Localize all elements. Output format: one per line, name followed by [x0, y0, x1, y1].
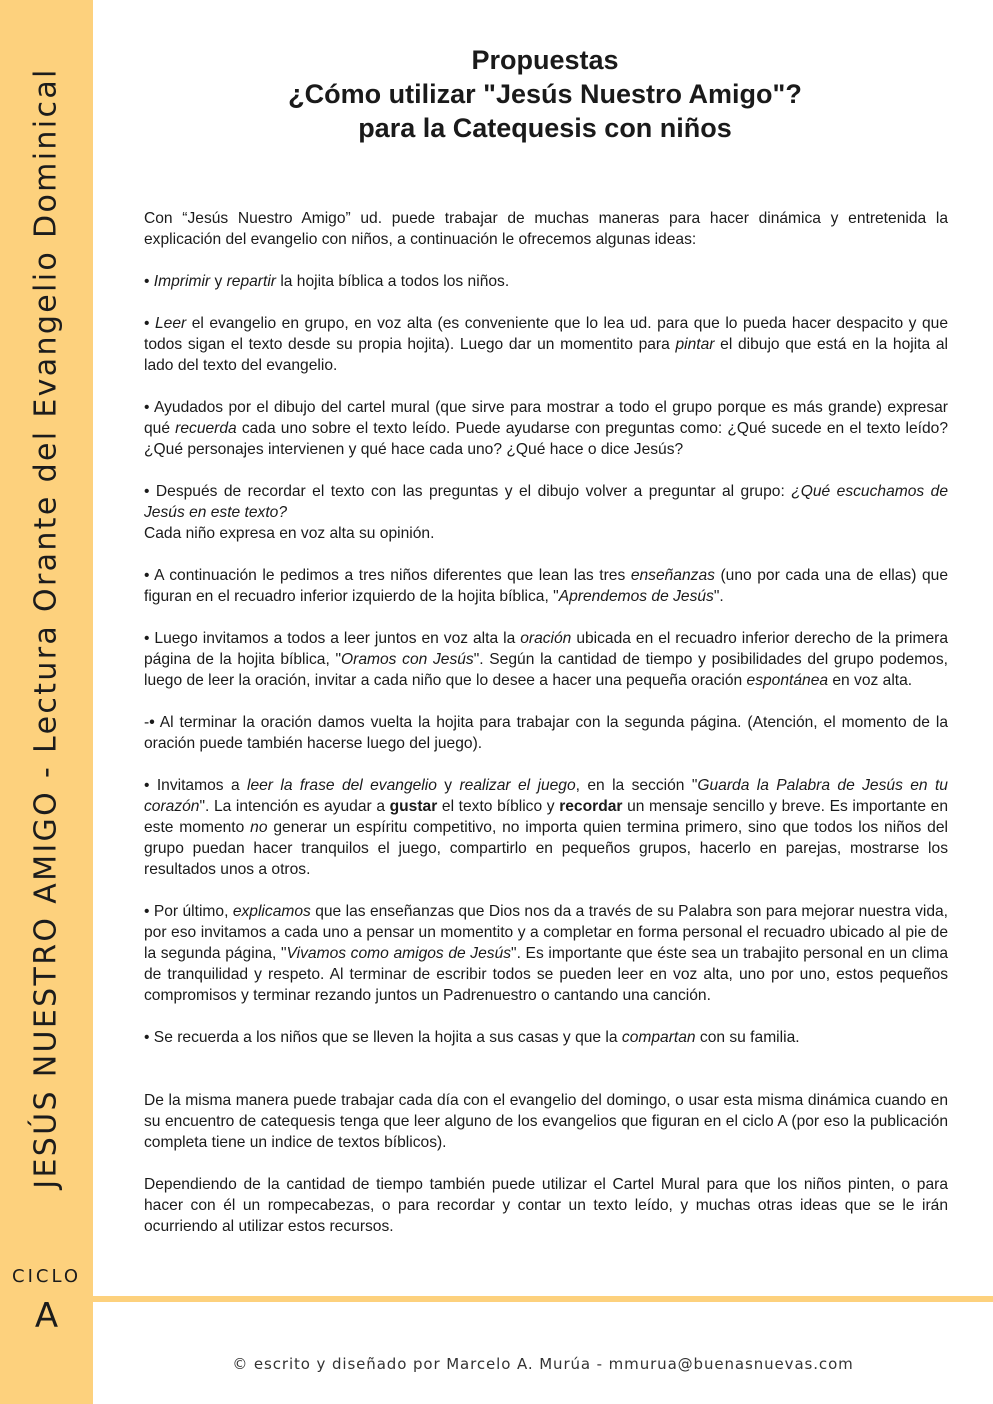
- list-item: [144, 565, 948, 607]
- text-run: •: [144, 273, 154, 290]
- italic-run: Vivamos como amigos de Jesús: [286, 945, 512, 962]
- text-run: ". Según la cantidad de tiempo y posibilidades del grupo podemos, luego de leer la oración, invitar a cada niño que lo desee a hacer una pequeña oración: [144, 651, 948, 689]
- intro-paragraph: Con “Jesús Nuestro Amigo” ud. puede trabajar de muchas maneras para hacer dinámica y entretenida la explicación del evangelio con niños, a continuación le ofrecemos algunas ideas:: [144, 210, 948, 248]
- italic-run: Guarda la Palabra de Jesús en tu corazón: [144, 777, 948, 815]
- text-run: • Después de recordar el texto con las preguntas y el dibujo volver a preguntar al grupo:: [144, 483, 792, 500]
- text-run: el dibujo que está en la hojita al lado del texto del evangelio.: [144, 336, 948, 374]
- list-item: [144, 397, 948, 460]
- text-run: generar un espíritu competitivo, no importa quien termina primero, sino que todos los niños del grupo puedan hacer tranquilos el juego, compartirlo en pequeños grupos, hacerlo en parejas, mostrarse los resultados unos a otros.: [144, 819, 948, 878]
- text-run: Al terminar la oración damos vuelta la hojita para trabajar con la segunda página. (Atención, el momento de la oración puede también hacerse luego del juego).: [144, 714, 948, 752]
- title-line-3: para la Catequesis con niños: [358, 113, 732, 143]
- bold-run: •: [149, 714, 155, 731]
- list-item: [144, 628, 948, 691]
- list-item: [144, 481, 948, 544]
- cycle-letter: A: [34, 1296, 59, 1336]
- text-run: -: [144, 714, 150, 731]
- italic-run: oración: [520, 630, 572, 647]
- italic-run: realizar el juego: [459, 777, 576, 794]
- text-run: ubicada en el recuadro inferior derecho de la primera página de la hojita bíblica, ": [144, 630, 949, 668]
- text-run: cada uno sobre el texto leído. Puede ayudarse con preguntas como: ¿Qué sucede en el texto leído? ¿Qué personajes intervienen y qué hace cada uno? ¿Qué hace o dice Jesús?: [144, 420, 949, 458]
- list-item: [144, 313, 948, 376]
- italic-run: no: [250, 819, 268, 836]
- italic-run: Leer: [154, 315, 187, 332]
- italic-run: enseñanzas: [630, 567, 715, 584]
- italic-run: repartir: [226, 273, 276, 290]
- text-run: con su familia.: [695, 1029, 800, 1046]
- bold-run: gustar: [389, 798, 438, 815]
- footer-divider: [93, 1296, 993, 1302]
- text-run: • Invitamos a: [144, 777, 247, 794]
- text-run: Cada niño expresa en voz alta su opinión.: [144, 525, 435, 542]
- text-run: y: [436, 777, 460, 794]
- italic-run: leer la frase del evangelio: [247, 777, 437, 794]
- text-run: • Luego invitamos a todos a leer juntos en voz alta la: [144, 630, 521, 647]
- text-run: y: [210, 273, 227, 290]
- title-line-1: Propuestas: [471, 45, 619, 75]
- text-run: • Se recuerda a los niños que se lleven la hojita a sus casas y que la: [144, 1029, 622, 1046]
- list-item: [144, 775, 948, 880]
- text-run: que las enseñanzas que Dios nos da a través de su Palabra son para mejorar nuestra vida, por eso invitamos a cada uno a pensar un momentito y a completar en forma personal el recuadro ubicado al pie de la segunda página, ": [144, 903, 949, 962]
- closing-paragraph: Dependiendo de la cantidad de tiempo también puede utilizar el Cartel Mural para que los niños pinten, o para hacer con él un rompecabezas, o para recordar y contar un texto leído, y muchas otras ideas que se le irán ocurriendo al utilizar estos recursos.: [144, 1176, 948, 1235]
- text-run: •: [144, 315, 155, 332]
- body-text: [144, 208, 948, 1258]
- text-run: (uno por cada una de ellas) que figuran en el recuadro inferior izquierdo de la hojita bíblica, ": [144, 567, 948, 605]
- italic-run: Oramos con Jesús: [341, 651, 474, 668]
- italic-run: ¿Qué escuchamos de Jesús en este texto?: [144, 483, 948, 521]
- cycle-label: CICLO: [12, 1266, 81, 1287]
- text-run: ". Es importante que éste sea un trabajito personal en un clima de tranquilidad y respeto. Al terminar de escribir todos se pueden leer en voz alta, uno por uno, estos pequeños compromisos y terminar rezando juntos un Padrenuestro o cantando una canción.: [144, 945, 949, 1004]
- page-title: [100, 43, 990, 145]
- italic-run: recuerda: [175, 420, 237, 437]
- text-run: la hojita bíblica a todos los niños.: [275, 273, 510, 290]
- italic-run: Imprimir: [153, 273, 211, 290]
- text-run: • Por último,: [144, 903, 233, 920]
- sidebar-band: [0, 0, 93, 1404]
- list-item: [144, 271, 948, 292]
- list-item: [144, 1027, 948, 1048]
- list-item: [144, 901, 948, 1006]
- italic-run: espontánea: [746, 672, 829, 689]
- text-run: , en la sección ": [575, 777, 698, 794]
- text-run: • Ayudados por el dibujo del cartel mural (que sirve para mostrar a todo el grupo porque es más grande) expresar qué: [144, 399, 948, 437]
- footer-credit: © escrito y diseñado por Marcelo A. Murúa - mmurua@buenasnuevas.com: [232, 1355, 854, 1373]
- text-run: ". La intención es ayudar a: [199, 798, 390, 815]
- closing-paragraph: De la misma manera puede trabajar cada día con el evangelio del domingo, o usar esta misma dinámica cuando en su encuentro de catequesis tenga que leer alguno de los evangelios que figuran en el ciclo A (por eso la publicación completa tiene un indice de textos bíblicos).: [144, 1092, 948, 1151]
- vertical-series-title: JESÚS NUESTRO AMIGO - Lectura Orante del Evangelio Dominical: [28, 67, 64, 1189]
- text-run: • A continuación le pedimos a tres niños diferentes que lean las tres: [144, 567, 631, 584]
- text-run: el evangelio en grupo, en voz alta (es conveniente que lo lea ud. para que lo pueda hacer despacito y que todos sigan el texto desde su propia hojita). Luego dar un momentito para: [144, 315, 948, 353]
- list-item: [144, 712, 948, 754]
- text-run: en voz alta.: [828, 672, 913, 689]
- italic-run: explicamos: [232, 903, 311, 920]
- italic-run: pintar: [675, 336, 715, 353]
- text-run: ".: [713, 588, 724, 605]
- bold-run: recordar: [559, 798, 623, 815]
- text-run: un mensaje sencillo y breve. Es importante en este momento: [144, 798, 949, 836]
- italic-run: compartan: [621, 1029, 696, 1046]
- text-run: el texto bíblico y: [437, 798, 560, 815]
- italic-run: Aprendemos de Jesús: [558, 588, 714, 605]
- title-line-2: ¿Cómo utilizar "Jesús Nuestro Amigo"?: [288, 79, 802, 109]
